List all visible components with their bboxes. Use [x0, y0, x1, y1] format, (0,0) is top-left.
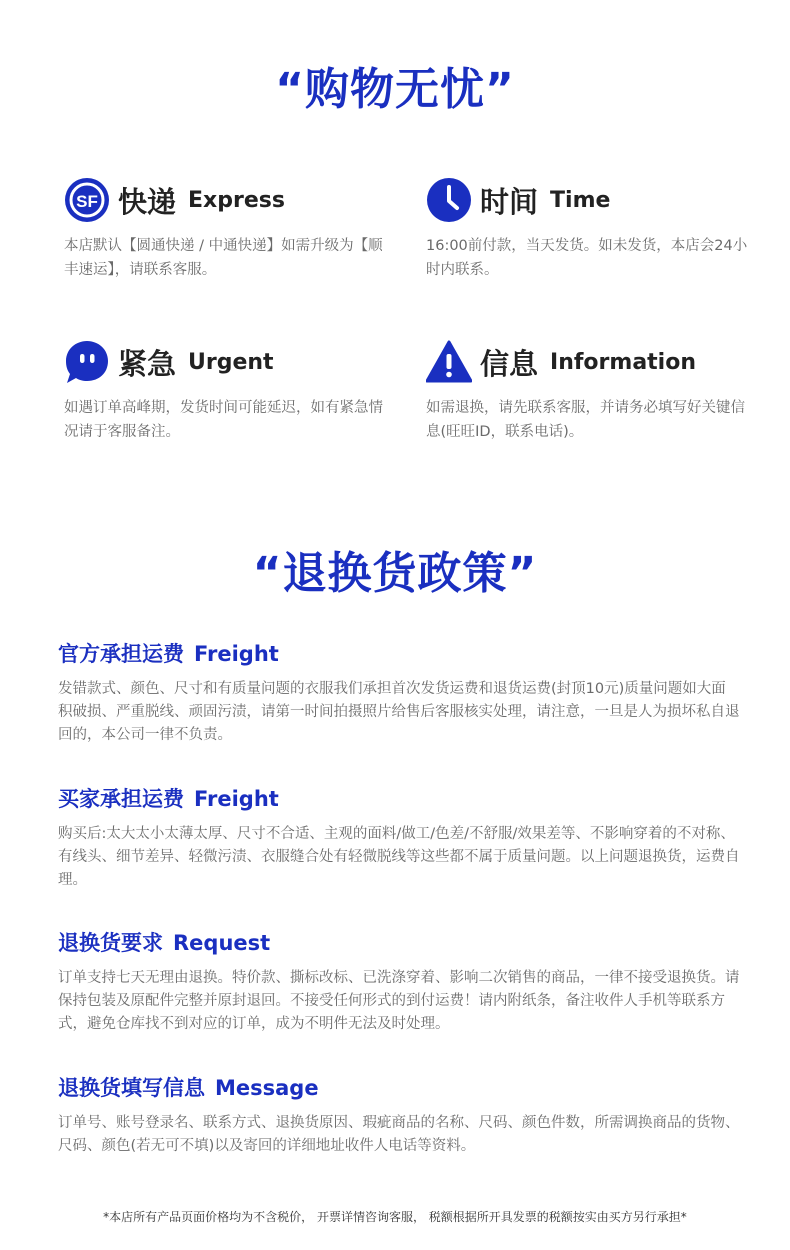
- policy-description: 订单支持七天无理由退换。特价款、撕标改标、已洗涤穿着、影响二次销售的商品，一律不接受退换货。请保持包装及原配件完整并原封退回。不接受任何形式的到付运费！请内附纸条，备注收件人手机等联系方式，避免仓库找不到对应的订单，成为不明件无法及时处理。: [58, 970, 740, 1032]
- feature-description: 如需退换，请先联系客服，并请务必填写好关键信息(旺旺ID，联系电话)。: [426, 400, 745, 440]
- tax-footnote: *本店所有产品页面价格均为不含税价， 开票详情咨询客服， 税额根据所开具发票的税额按实由买方另行承担*: [103, 1210, 687, 1224]
- clock-icon: [426, 177, 472, 223]
- feature-title-en: Express: [188, 187, 285, 213]
- feature-express: [64, 176, 394, 282]
- feature-title-en: Information: [550, 349, 697, 375]
- policy-return-message: [58, 1072, 740, 1158]
- policy-title-en: Message: [215, 1076, 319, 1100]
- feature-description: 本店默认【圆通快递 / 中通快递】如需升级为【顺丰速运】，请联系客服。: [64, 238, 383, 278]
- feature-title-en: Urgent: [188, 349, 274, 375]
- feature-title-cn: 快递: [118, 184, 177, 219]
- policy-title-cn: 官方承担运费: [58, 642, 184, 666]
- policy-buyer-freight: [58, 783, 740, 892]
- sf-express-logo-icon: [64, 177, 110, 223]
- policy-title-en: Freight: [194, 642, 279, 666]
- policy-return-request: [58, 927, 740, 1036]
- feature-description: 如遇订单高峰期，发货时间可能延迟，如有紧急情况请于客服备注。: [64, 400, 383, 440]
- policy-title-cn: 退换货要求: [58, 931, 163, 955]
- feature-urgent: [64, 338, 394, 444]
- feature-title-cn: 时间: [480, 184, 539, 219]
- section-title-return-policy: “退换货政策”: [252, 548, 538, 599]
- feature-title-cn: 紧急: [118, 346, 177, 381]
- policy-official-freight: [58, 638, 740, 747]
- feature-title-cn: 信息: [480, 346, 539, 381]
- policy-title-cn: 买家承担运费: [58, 787, 184, 811]
- policy-title-en: Freight: [194, 787, 279, 811]
- feature-title-en: Time: [550, 187, 611, 213]
- policy-description: 订单号、账号登录名、联系方式、退换货原因、瑕疵商品的名称、尺码、颜色件数，所需调换商品的货物、尺码、颜色(若无可不填)以及寄回的详细地址收件人电话等资料。: [58, 1115, 740, 1154]
- chat-bubble-icon: [64, 339, 110, 385]
- policy-description: 发错款式、颜色、尺寸和有质量问题的衣服我们承担首次发货运费和退货运费(封顶10元)质量问题如大面积破损、严重脱线、顽固污渍，请第一时间拍摄照片给售后客服核实处理，请注意，一旦是人为损坏私自退回的，本公司一律不负责。: [58, 681, 740, 743]
- warning-icon: [426, 339, 472, 385]
- policy-title-cn: 退换货填写信息: [58, 1076, 205, 1100]
- section-title-worry-free: “购物无忧”: [275, 64, 515, 115]
- policy-description: 购买后:太大太小太薄太厚、尺寸不合适、主观的面料/做工/色差/不舒服/效果差等、不影响穿着的不对称、有线头、细节差异、轻微污渍、衣服缝合处有轻微脱线等这些都不属于质量问题。以上问题退换货，运费自理。: [58, 826, 740, 888]
- feature-time: [426, 176, 756, 282]
- svg-text:SF: SF: [76, 192, 98, 211]
- feature-information: [426, 338, 756, 444]
- policy-title-en: Request: [173, 931, 271, 955]
- feature-description: 16:00前付款，当天发货。如未发货，本店会24小时内联系。: [426, 238, 748, 278]
